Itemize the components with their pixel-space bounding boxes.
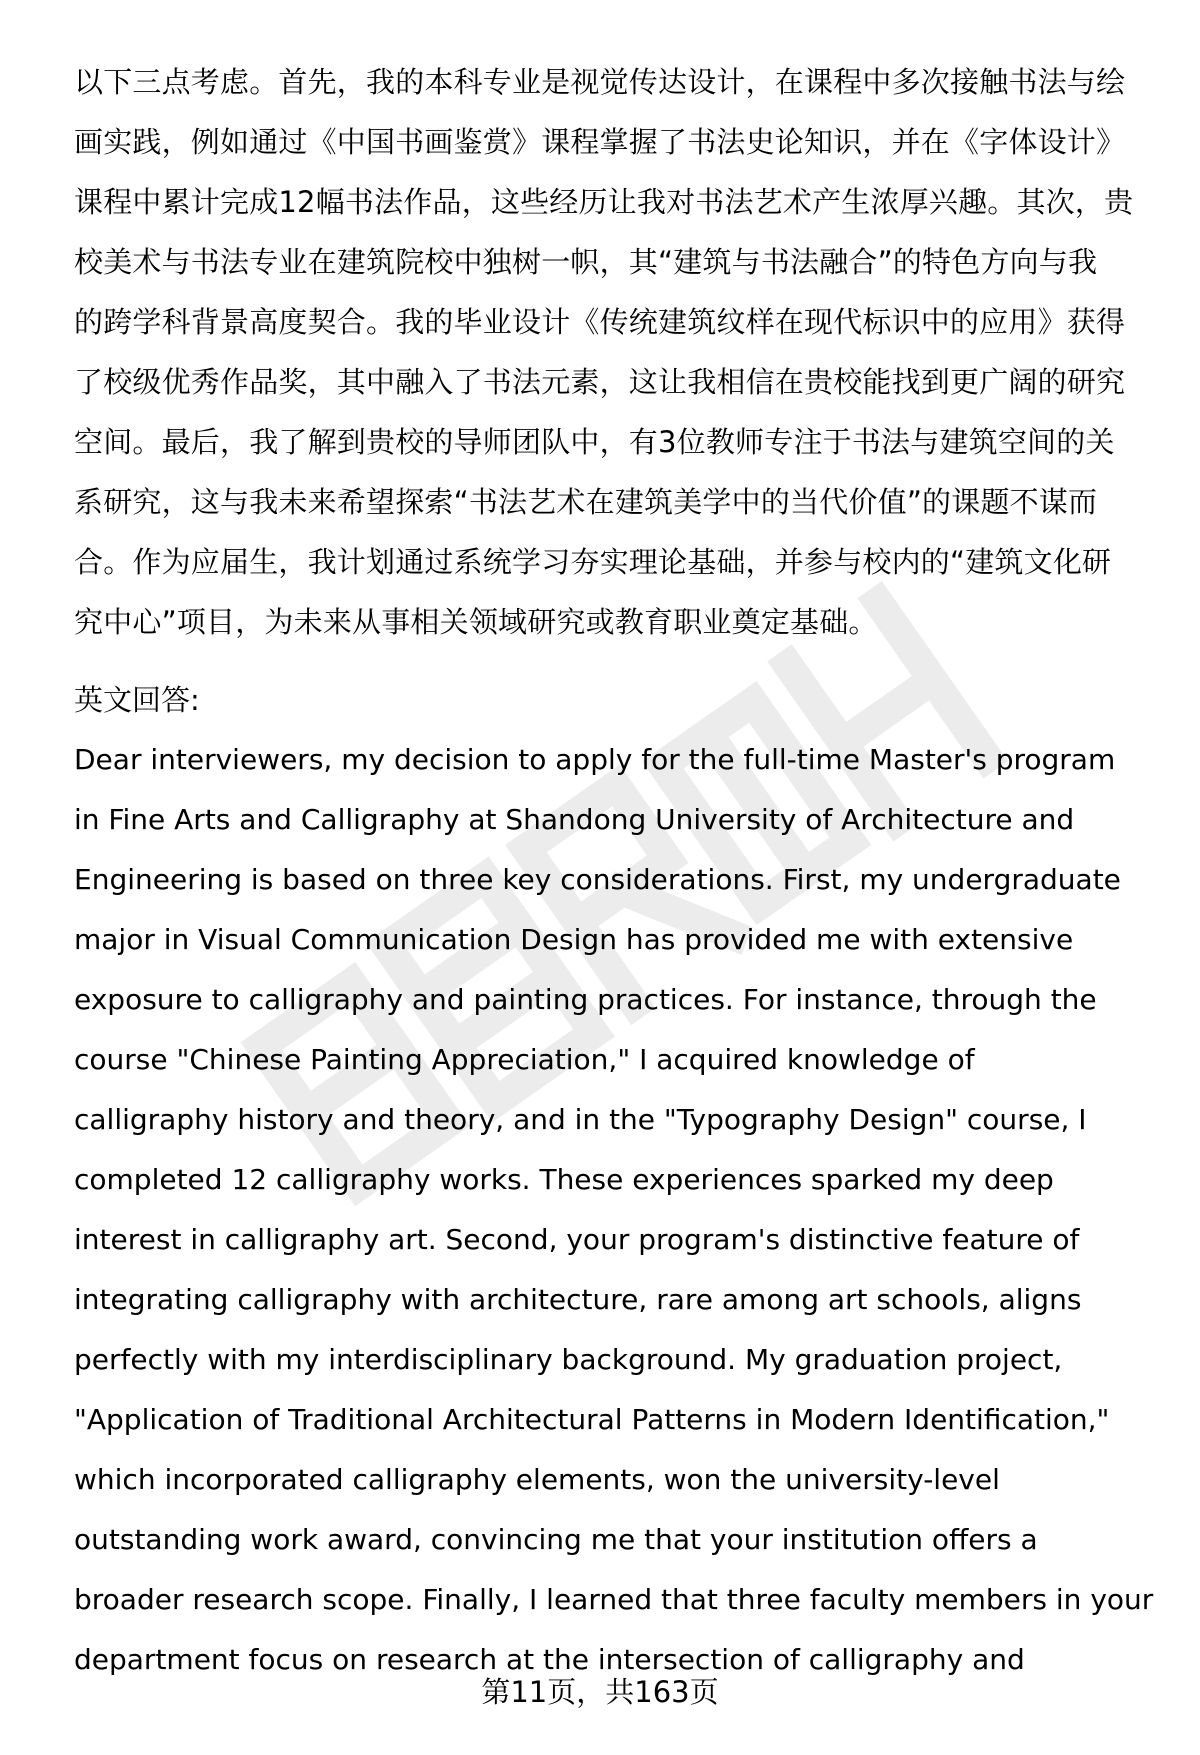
- english-answer-line: broader research scope. Finally, I learned that three faculty members in your: [74, 1583, 1154, 1616]
- english-answer-line: "Application of Traditional Architectural Patterns in Modern Identification,": [74, 1403, 1110, 1436]
- chinese-answer-line: 画实践，例如通过《中国书画鉴赏》课程掌握了书法史论知识，并在《字体设计》: [74, 125, 1126, 159]
- chinese-answer-line: 究中心”项目，为未来从事相关领域研究或教育职业奠定基础。: [74, 605, 878, 639]
- english-answer-line: completed 12 calligraphy works. These experiences sparked my deep: [74, 1163, 1054, 1196]
- english-answer-line: Dear interviewers, my decision to apply for the full-time Master's program: [74, 743, 1116, 776]
- page-number: 第11页，共163页: [481, 1675, 719, 1709]
- chinese-answer-line: 了校级优秀作品奖，其中融入了书法元素，这让我相信在贵校能找到更广阔的研究: [74, 365, 1126, 399]
- english-answer-line: Engineering is based on three key considerations. First, my undergraduate: [74, 863, 1121, 896]
- english-answer-label: 英文回答:: [74, 683, 200, 717]
- page-content: [74, 52, 1154, 1690]
- english-answer-line: perfectly with my interdisciplinary background. My graduation project,: [74, 1343, 1063, 1376]
- english-answer-line: department focus on research at the intersection of calligraphy and: [74, 1643, 1025, 1676]
- english-answer-line: interest in calligraphy art. Second, your program's distinctive feature of: [74, 1223, 1080, 1256]
- english-answer-line: in Fine Arts and Calligraphy at Shandong University of Architecture and: [74, 803, 1075, 836]
- english-answer: [74, 670, 1154, 1690]
- chinese-answer-line: 空间。最后，我了解到贵校的导师团队中，有3位教师专注于书法与建筑空间的关: [74, 425, 1115, 459]
- chinese-answer-line: 的跨学科背景高度契合。我的毕业设计《传统建筑纹样在现代标识中的应用》获得: [74, 305, 1126, 339]
- chinese-answer-line: 以下三点考虑。首先，我的本科专业是视觉传达设计，在课程中多次接触书法与绘: [74, 65, 1126, 99]
- chinese-answer: [74, 52, 1154, 652]
- english-answer-line: exposure to calligraphy and painting practices. For instance, through the: [74, 983, 1097, 1016]
- english-answer-line: which incorporated calligraphy elements, won the university-level: [74, 1463, 1000, 1496]
- chinese-answer-line: 课程中累计完成12幅书法作品，这些经历让我对书法艺术产生浓厚兴趣。其次，贵: [74, 185, 1134, 219]
- english-answer-line: major in Visual Communication Design has provided me with extensive: [74, 923, 1074, 956]
- chinese-answer-line: 合。作为应届生，我计划通过系统学习夯实理论基础，并参与校内的“建筑文化研: [74, 545, 1112, 579]
- chinese-answer-line: 校美术与书法专业在建筑院校中独树一帜，其“建筑与书法融合”的特色方向与我: [74, 245, 1098, 279]
- section-spacer: [74, 652, 1154, 670]
- english-answer-line: integrating calligraphy with architecture, rare among art schools, aligns: [74, 1283, 1082, 1316]
- english-answer-line: course "Chinese Painting Appreciation," I acquired knowledge of: [74, 1043, 975, 1076]
- chinese-answer-line: 系研究，这与我未来希望探索“书法艺术在建筑美学中的当代价值”的课题不谋而: [74, 485, 1098, 519]
- english-answer-line: calligraphy history and theory, and in the "Typography Design" course, I: [74, 1103, 1087, 1136]
- english-answer-line: outstanding work award, convincing me that your institution offers a: [74, 1523, 1038, 1556]
